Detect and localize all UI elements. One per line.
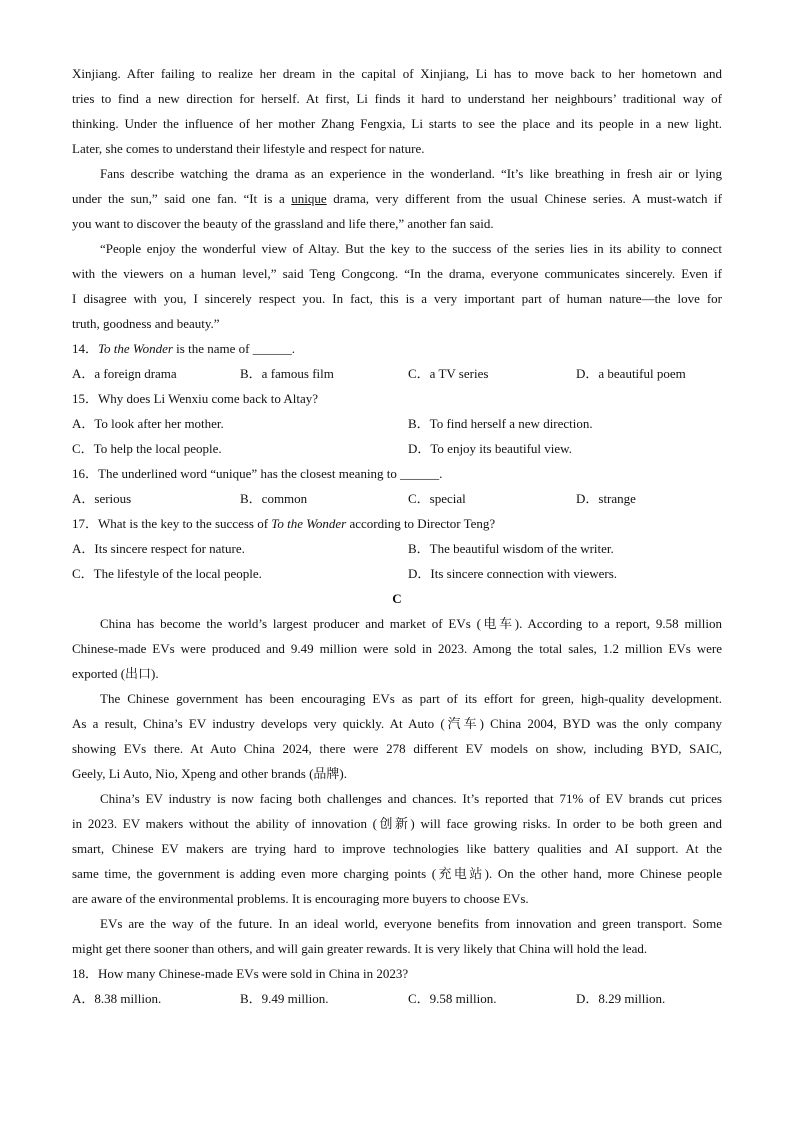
question-16: 16．The underlined word “unique” has the closest meaning to ______.: [72, 466, 443, 481]
question-18: 18．How many Chinese-made EVs were sold in China in 2023?: [72, 966, 409, 981]
option-d[interactable]: D．a beautiful poem: [576, 366, 686, 381]
option-b[interactable]: B．common: [240, 491, 308, 506]
options-row: [72, 486, 722, 511]
passage-line: EVs are the way of the future. In an ideal world, everyone benefits from innovation and green transport. Some: [100, 916, 722, 931]
option-a[interactable]: A．a foreign drama: [72, 366, 177, 381]
passage-line: Fans describe watching the drama as an experience in the wonderland. “It’s like breathing in fresh air or lying: [100, 166, 722, 181]
passage-line: I disagree with you, I sincerely respect you. In fact, this is a very important part of human nature—the love for: [72, 291, 722, 306]
options-row: [72, 411, 722, 436]
option-c[interactable]: C．a TV series: [408, 366, 489, 381]
option-b[interactable]: B．a famous film: [240, 366, 334, 381]
passage-line: might get there sooner than others, and will gain greater rewards. It is very likely that China will hold the lead.: [72, 941, 648, 956]
passage-line: Geely, Li Auto, Nio, Xpeng and other brands (品牌).: [72, 766, 347, 781]
passage-line: tries to find a new direction for herself. At first, Li finds it hard to understand her neighbours’ traditional way of: [72, 91, 722, 106]
title-italic: To the Wonder: [98, 341, 173, 356]
question-17: [72, 511, 722, 536]
option-c[interactable]: C．To help the local people.: [72, 441, 222, 456]
passage-line: same time, the government is adding even more charging points (充电站). On the other hand, more Chinese people: [72, 866, 722, 881]
section-heading: C: [392, 591, 402, 606]
options-row: [72, 436, 722, 461]
passage-line: China’s EV industry is now facing both challenges and chances. It’s reported that 71% of EV brands cut prices: [100, 791, 722, 806]
passage-line: Xinjiang. After failing to realize her dream in the capital of Xinjiang, Li has to move back to her hometown and: [72, 66, 722, 81]
option-b[interactable]: B．The beautiful wisdom of the writer.: [408, 541, 614, 556]
question-15: 15．Why does Li Wenxiu come back to Altay?: [72, 391, 319, 406]
passage-line: truth, goodness and beauty.”: [72, 316, 220, 331]
question-text: according to Director Teng?: [346, 516, 496, 531]
option-c[interactable]: C．special: [408, 491, 466, 506]
options-row: [72, 536, 722, 561]
option-a[interactable]: A．To look after her mother.: [72, 416, 224, 431]
option-d[interactable]: D．strange: [576, 491, 636, 506]
passage-line: with the viewers on a human level,” said Teng Congcong. “In the drama, everyone communicates sincerely. Even if: [72, 266, 722, 281]
option-a[interactable]: A．serious: [72, 491, 132, 506]
option-d[interactable]: D．To enjoy its beautiful view.: [408, 441, 572, 456]
option-d[interactable]: D．Its sincere connection with viewers.: [408, 566, 618, 581]
option-a[interactable]: A．Its sincere respect for nature.: [72, 541, 245, 556]
passage-line: China has become the world’s largest producer and market of EVs (电车). According to a report, 9.58 million: [100, 616, 722, 631]
option-c[interactable]: C．The lifestyle of the local people.: [72, 566, 262, 581]
option-d[interactable]: D．8.29 million.: [576, 991, 666, 1006]
option-b[interactable]: B．To find herself a new direction.: [408, 416, 593, 431]
passage-line: As a result, China’s EV industry develops very quickly. At Auto (汽车) China 2004, BYD was the only company: [72, 716, 722, 731]
options-row: [72, 986, 722, 1011]
passage-line: [72, 186, 722, 211]
options-row: [72, 561, 722, 586]
title-italic: To the Wonder: [271, 516, 347, 531]
question-number: 14．: [72, 341, 99, 356]
passage-line: are aware of the environmental problems. It is encouraging more buyers to choose EVs.: [72, 891, 529, 906]
option-b[interactable]: B．9.49 million.: [240, 991, 329, 1006]
passage-line: Later, she comes to understand their lifestyle and respect for nature.: [72, 141, 425, 156]
passage-line: Chinese-made EVs were produced and 9.49 million were sold in 2023. Among the total sales, 1.2 million EVs were: [72, 641, 722, 656]
option-a[interactable]: A．8.38 million.: [72, 991, 162, 1006]
text-span: under the sun,” said one fan. “It is a: [72, 191, 292, 206]
passage-line: “People enjoy the wonderful view of Altay. But the key to the success of the series lies in its ability to connect: [100, 241, 722, 256]
passage-line: thinking. Under the influence of her mother Zhang Fengxia, Li starts to see the place and its people in a new light.: [72, 116, 722, 131]
question-14: [72, 336, 722, 361]
passage-line: in 2023. EV makers without the ability of innovation (创新) will face growing risks. In order to be both green and: [72, 816, 722, 831]
passage-line: The Chinese government has been encouraging EVs as part of its effort for green, high-quality development.: [100, 691, 722, 706]
underlined-word: unique: [291, 191, 327, 206]
passage-line: smart, Chinese EV makers are trying hard to improve technologies like battery qualities and AI support. At the: [72, 841, 722, 856]
options-row: [72, 361, 722, 386]
exam-page: [72, 61, 722, 1011]
passage-line: showing EVs there. At Auto China 2024, there were 278 different EV models on show, including BYD, SAIC,: [72, 741, 722, 756]
question-text: 17．What is the key to the success of: [72, 516, 272, 531]
option-c[interactable]: C．9.58 million.: [408, 991, 497, 1006]
question-text: is the name of ______.: [172, 341, 295, 356]
passage-line: you want to discover the beauty of the grassland and life there,” another fan said.: [72, 216, 494, 231]
passage-line: exported (出口).: [72, 666, 159, 681]
text-span: drama, very different from the usual Chinese series. A must-watch if: [326, 191, 722, 206]
